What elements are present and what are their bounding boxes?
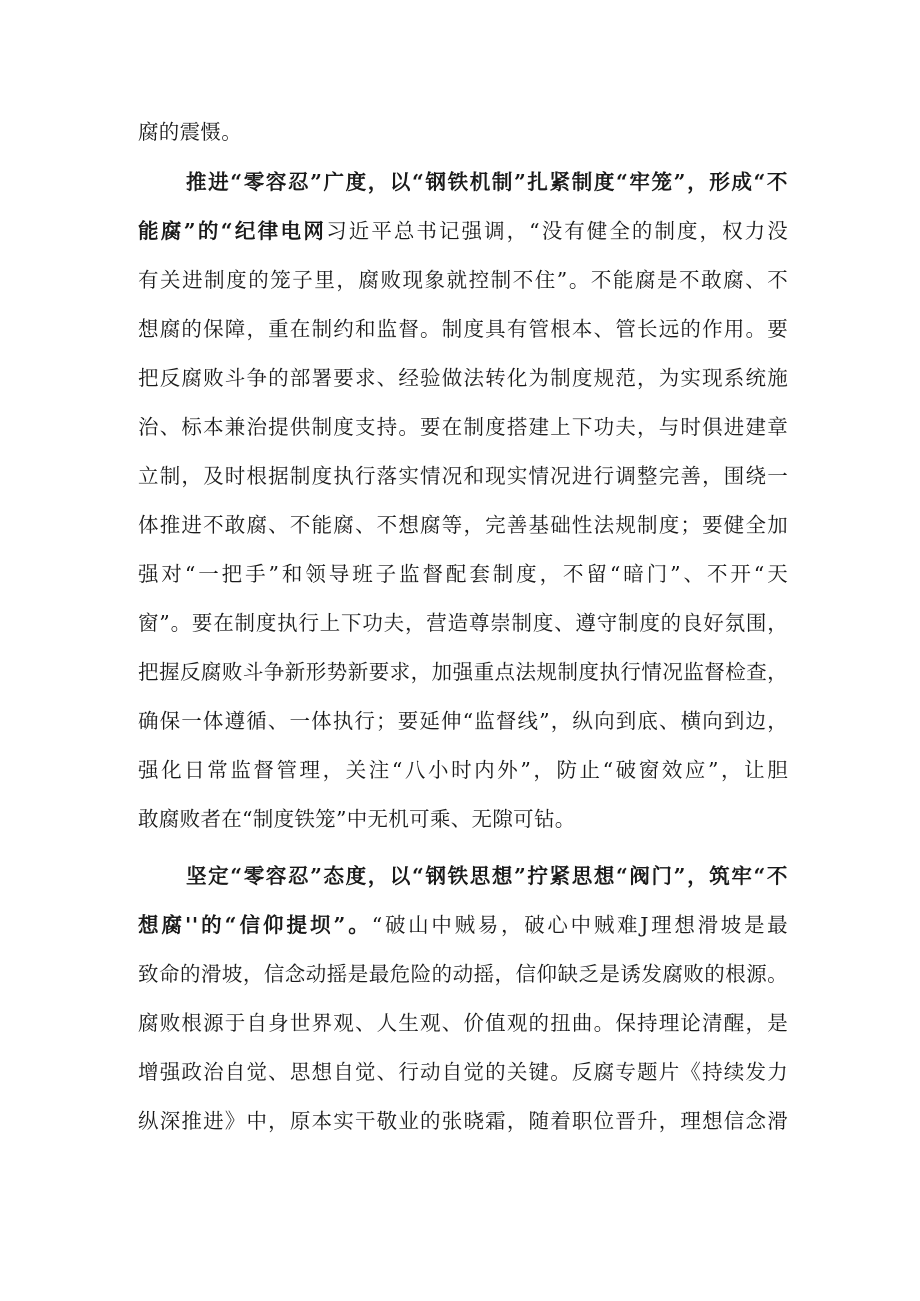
paragraph-text: 习近平总书记强调，“没有健全的制度，权力没 xyxy=(326,219,789,243)
paragraph-line: 纵深推进》中，原本实干敬业的张晓霜，随着职位晋升，理想信念滑 xyxy=(138,1109,788,1133)
paragraph-line: 体推进不敢腐、不能腐、不想腐等，完善基础性法规制度；要健全加 xyxy=(138,513,788,537)
section-heading: 推进“零容忍”广度，以“钢铁机制”扎紧制度“牢笼”，形成“不 xyxy=(186,170,788,194)
paragraph-line: 致命的滑坡，信念动摇是最危险的动摇，信仰缺乏是诱发腐败的根源。 xyxy=(138,962,788,986)
paragraph-line: 增强政治自觉、思想自觉、行动自觉的关键。反腐专题片《持续发力 xyxy=(138,1060,788,1084)
paragraph-line: 有关进制度的笼子里，腐败现象就控制不住”。不能腐是不敢腐、不 xyxy=(138,268,788,292)
paragraph-line: 确保一体遵循、一体执行；要延伸“监督线”，纵向到底、横向到边， xyxy=(138,709,788,733)
paragraph-text: “破山中贼易，破心中贼难J理想滑坡是最 xyxy=(371,913,788,937)
section-heading-cont: 能腐”的“纪律电网 xyxy=(138,219,327,243)
paragraph-line: 立制，及时根据制度执行落实情况和现实情况进行调整完善，围绕一 xyxy=(138,464,788,488)
paragraph-line: 腐的震慑。 xyxy=(138,120,242,144)
paragraph-line: 治、标本兼治提供制度支持。要在制度搭建上下功夫，与时俱进建章 xyxy=(138,415,788,439)
paragraph-line: 敢腐败者在“制度铁笼”中无机可乘、无隙可钻。 xyxy=(138,807,576,831)
paragraph-line: 强对“一把手”和领导班子监督配套制度，不留“暗门”、不开“天 xyxy=(138,562,788,586)
paragraph-line: 把握反腐败斗争新形势新要求，加强重点法规制度执行情况监督检查， xyxy=(138,660,788,684)
paragraph-line: 把反腐败斗争的部署要求、经验做法转化为制度规范，为实现系统施 xyxy=(138,366,788,390)
paragraph-line xyxy=(138,912,788,938)
paragraph-line: 窗”。要在制度执行上下功夫，营造尊崇制度、遵守制度的良好氛围， xyxy=(138,611,788,635)
paragraph-line: 强化日常监督管理，关注“八小时内外”，防止“破窗效应”，让胆 xyxy=(138,758,788,782)
section-heading-cont: 想腐''的“信仰提坝”。 xyxy=(138,913,372,937)
paragraph-line: 腐败根源于自身世界观、人生观、价值观的扭曲。保持理论清醒，是 xyxy=(138,1011,788,1035)
paragraph-line: 想腐的保障，重在制约和监督。制度具有管根本、管长远的作用。要 xyxy=(138,317,788,341)
paragraph-line xyxy=(138,218,788,244)
section-heading: 坚定“零容忍”态度，以“钢铁思想”拧紧思想“阀门”，筑牢“不 xyxy=(186,864,788,888)
